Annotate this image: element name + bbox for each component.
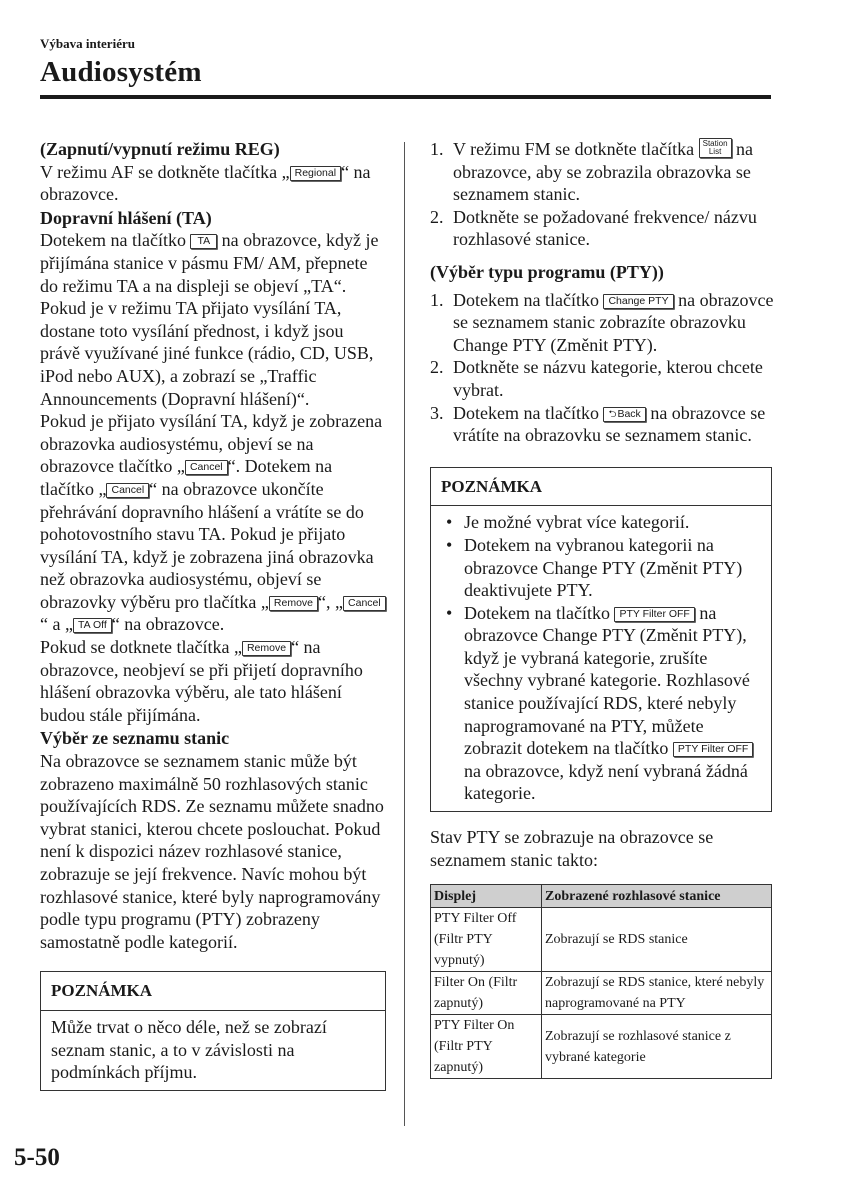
column-divider (404, 142, 405, 1126)
table-row (431, 908, 772, 972)
section-label: Výbava interiéru (40, 36, 135, 51)
table-cell: Filter On (Filtr zapnutý) (431, 972, 542, 1015)
note-heading: POZNÁMKA (41, 972, 385, 1011)
table-cell: PTY Filter On (Filtr PTY zapnutý) (431, 1015, 542, 1079)
table-header-row (431, 885, 772, 908)
table-cell: Zobrazují se rozhlasové stanice z vybrané kategorie (542, 1015, 772, 1079)
back-button: ⮌Back (603, 407, 645, 422)
table-header: Zobrazené rozhlasové stanice (542, 885, 772, 908)
note-box-left (40, 971, 386, 1090)
station-steps (430, 138, 775, 251)
table-cell: Zobrazují se RDS stanice (542, 908, 772, 972)
note-heading: POZNÁMKA (431, 468, 771, 507)
table-cell: Zobrazují se RDS stanice, které nebyly naprogramované na PTY (542, 972, 772, 1015)
ta-paragraph-4: Pokud se dotknete tlačítka „ Remove “ na obrazovce, neobjeví se při přijetí dopravního hlášení obrazovka výběru, ale tato hlášení budou stále přijímána. (40, 637, 363, 725)
pty-status-text: Stav PTY se zobrazuje na obrazovce se seznamem stanic takto: (430, 827, 714, 870)
remove-button: Remove (269, 596, 318, 611)
table-cell: PTY Filter Off (Filtr PTY vypnutý) (431, 908, 542, 972)
right-column (430, 138, 775, 1079)
reg-paragraph: V režimu AF se dotkněte tlačítka „ Regional “ na obrazovce. (40, 161, 371, 205)
cancel-button: Cancel (185, 460, 228, 475)
cancel-button: Cancel (106, 483, 149, 498)
list-item: 2. Dotkněte se názvu kategorie, kterou chcete vybrat. (430, 357, 763, 400)
pty-status-table (430, 884, 772, 1079)
note-text: Může trvat o něco déle, než se zobrazí seznam stanic, a to v závislosti na podmínkách příjmu. (51, 1016, 327, 1083)
left-column (40, 138, 386, 1091)
station-list-paragraph: Na obrazovce se seznamem stanic může být zobrazeno maximálně 50 rozhlasových stanic používajících RDS. Ze seznamu můžete snadno vybrat stanici, kterou chcete poslouchat. Pokud není k dispozici název rozhlasové stanice, zobrazuje se její frekvence. Navíc mohou být rozhlasové stanice, které byly naprogramovány podle typu programu (PTY) zobrazeny samostatně podle kategorií. (40, 751, 384, 952)
pty-heading: (Výběr typu programu (PTY)) (430, 261, 664, 282)
note-body (431, 506, 771, 811)
ta-paragraph-1: Dotekem na tlačítko TA na obrazovce, když je přijímána stanice v pásmu FM/ AM, přepnete do režimu TA a na displeji se objeví „TA“. (40, 230, 379, 296)
pty-steps (430, 289, 775, 447)
pty-filter-off-button: PTY Filter OFF (673, 742, 753, 757)
remove-button: Remove (242, 641, 291, 656)
station-list-button: Station List (699, 138, 732, 158)
table-row (431, 972, 772, 1015)
page-number: 5-50 (14, 1144, 60, 1171)
list-item: 1. Dotekem na tlačítko Change PTY na obrazovce se seznamem stanic zobrazíte obrazovku Change PTY (Změnit PTY). (430, 289, 774, 355)
ta-off-button: TA Off (73, 618, 112, 633)
regional-button: Regional (290, 166, 341, 181)
reg-heading: (Zapnutí/vypnutí režimu REG) (40, 139, 280, 159)
page-title: Audiosystém (40, 56, 202, 88)
note-item: • Dotekem na tlačítko PTY Filter OFF na obrazovce Change PTY (Změnit PTY), když je vybraná kategorie, zrušíte všechny vybrané kategorie. Rozhlasové stanice používající RDS, které nebyly naprogramované na PTY, můžete zobrazit dotekem na tlačítko PTY Filter OFF na obrazovce, když není vybraná žádná kategorie. (441, 602, 761, 805)
list-item: 1. V režimu FM se dotkněte tlačítka Station List na obrazovce, aby se zobrazila obrazovka se seznamem stanic. (430, 139, 754, 205)
list-item: 2. Dotkněte se požadované frekvence/ názvu rozhlasové stanice. (430, 206, 757, 250)
ta-paragraph-2: Pokud je v režimu TA přijato vysílání TA, dostane toto vysílání přednost, i když jsou právě využívané jiné funkce (rádio, CD, USB, iPod nebo AUX), a zobrazí se „Traffic Announcements (Dopravní hlášení)“. (40, 298, 374, 409)
ta-paragraph-3: Pokud je přijato vysílání TA, když je zobrazena obrazovka audiosystému, objeví se na obrazovce tlačítko „ Cancel “. Dotekem na tlačítko „ Cancel “ na obrazovce ukončíte přehrávání dopravního hlášení a vrátíte se do pohotovostního stavu TA. Pokud je přijato vysílání TA, když je zobrazena jiná obrazovka než obrazovka audiosystému, objeví se obrazovky výběru pro tlačítka „ Remove “, „ Cancel“ a „ TA Off “ na obrazovce. (40, 410, 386, 636)
ta-button: TA (190, 234, 217, 249)
back-arrow-icon: ⮌ (608, 408, 617, 420)
change-pty-button: Change PTY (603, 294, 673, 309)
note-item: • Je možné vybrat více kategorií. (441, 511, 761, 534)
cancel-button: Cancel (343, 596, 386, 611)
station-list-heading: Výběr ze seznamu stanic (40, 728, 230, 749)
note-item: • Dotekem na vybranou kategorii na obrazovce Change PTY (Změnit PTY) deaktivujete PTY. (441, 534, 761, 602)
pty-filter-off-button: PTY Filter OFF (614, 607, 694, 622)
list-item: 3. Dotekem na tlačítko ⮌Back na obrazovce se vrátíte na obrazovku se seznamem stanic. (430, 402, 766, 446)
ta-heading: Dopravní hlášení (TA) (40, 207, 212, 228)
table-row (431, 1015, 772, 1079)
table-header: Displej (431, 885, 542, 908)
header-rule (40, 95, 771, 99)
note-box-right (430, 467, 772, 812)
